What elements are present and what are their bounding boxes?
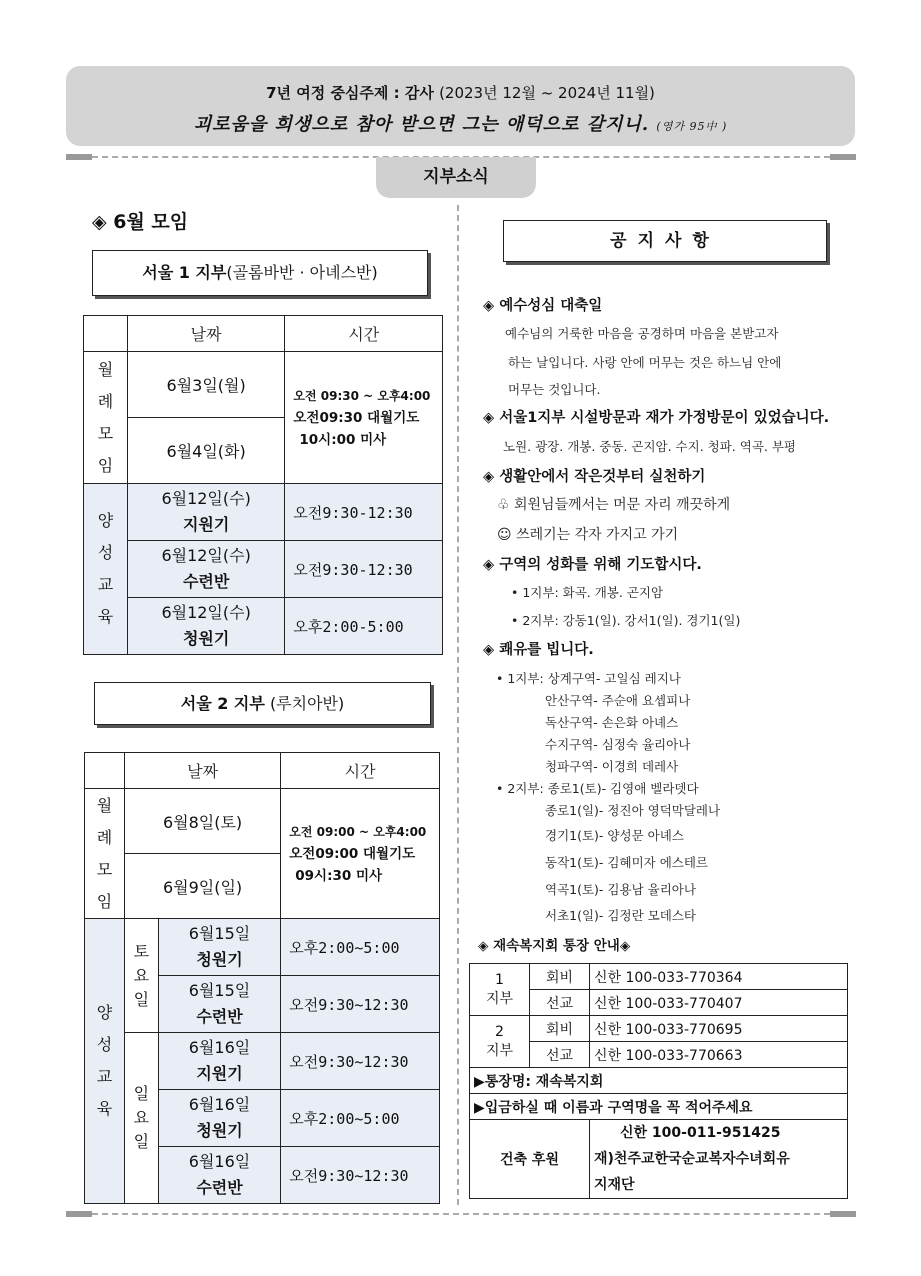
recovery-line: 역곡1(토)- 김용남 율리아나 (545, 882, 696, 897)
time-line: 09시:30 미사 (295, 867, 383, 884)
recovery-line: • 2지부: 종로1(토)- 김영애 벨라뎃다 (496, 781, 699, 796)
edu-class: 청원기 (196, 950, 243, 969)
col-date-header: 날짜 (127, 316, 285, 352)
account-type: 선교 (530, 1042, 590, 1068)
rule-cap-left (66, 154, 92, 160)
banner-theme (66, 82, 855, 103)
label-char: 일 (133, 1132, 150, 1151)
account-number: 신한 100-033-770663 (590, 1042, 848, 1068)
recovery-line: 동작1(토)- 김혜미자 에스테르 (545, 855, 708, 870)
formation-edu-label (84, 484, 128, 655)
account-info-title: ◈ 재속복지회 통장 안내◈ (478, 938, 631, 954)
edu-time: 오전9:30~12:30 (281, 1033, 440, 1090)
label-char: 임 (97, 455, 114, 475)
edu-date-cell (158, 919, 280, 976)
monthly-meeting-label (84, 352, 128, 484)
notice-line: • 1지부: 화곡. 개봉. 곤지암 (511, 585, 664, 600)
notice-line: • 2지부: 강동1(일). 강서1(일). 경기1(일) (511, 613, 741, 628)
notice-prayer-title: ◈ 구역의 성화를 위해 기도합시다. (483, 557, 702, 573)
account-holder: ▶통장명: 재속복지회 (470, 1068, 848, 1094)
account-number: 신한 100-033-770695 (590, 1016, 848, 1042)
saturday-label (124, 919, 158, 1033)
account-number: 신한 100-033-770407 (590, 990, 848, 1016)
account-number: 신한 100-033-770364 (590, 964, 848, 990)
time-line: 오전09:00 대월기도 (289, 845, 416, 862)
label-char: 일 (133, 989, 150, 1009)
monthly-meeting-label (85, 789, 125, 919)
label-char: 모 (97, 423, 114, 443)
verse-text: 괴로움을 희생으로 참아 받으면 그는 애덕으로 갈지니. (193, 114, 650, 135)
col-time-header: 시간 (285, 316, 443, 352)
recovery-line: 수지구역- 심정숙 율리아나 (545, 737, 691, 752)
edu-date-cell (127, 598, 285, 655)
label-char: 례 (97, 391, 114, 411)
account-type: 회비 (530, 964, 590, 990)
seoul1-classes: (골롬바반 · 아녜스반) (226, 263, 378, 282)
edu-time: 오후2:00-5:00 (285, 598, 443, 655)
notice-line: 머무는 것입니다. (508, 382, 601, 397)
theme-title: 7년 여정 중심주제 : 감사 (266, 84, 434, 102)
edu-date-cell (158, 1147, 280, 1204)
edu-date: 6월15일 (188, 981, 251, 1000)
monthly-date: 6월4일(화) (127, 418, 285, 484)
recovery-line: 청파구역- 이경희 데레사 (545, 759, 679, 774)
verse-source: (영가 95中 ) (656, 120, 728, 133)
time-line: 오전 09:30 ~ 오후4:00 (293, 388, 431, 403)
deposit-note: ▶입금하실 때 이름과 구역명을 꼭 적어주세요 (470, 1094, 848, 1120)
label-char: 임 (96, 891, 113, 911)
seoul2-branch-box (94, 682, 431, 725)
seoul1-name: 서울 1 지부 (142, 263, 227, 282)
corner-cell (85, 753, 125, 789)
notice-practice-title: ◈ 생활안에서 작은것부터 실천하기 (483, 469, 706, 485)
monthly-time (285, 352, 443, 484)
building-line: 신한 100-011-951425 (620, 1125, 781, 1141)
branch1-cell (470, 964, 530, 1016)
edu-date-cell (158, 976, 280, 1033)
recovery-line: 종로1(일)- 정진아 영덕막달레나 (545, 803, 721, 818)
seoul1-schedule-table (83, 315, 443, 655)
edu-date: 6월16일 (188, 1152, 251, 1171)
account-type: 회비 (530, 1016, 590, 1042)
june-meeting-title: ◈ 6월 모임 (92, 211, 189, 233)
edu-date: 6월12일(수) (161, 546, 251, 565)
label-char: 월 (97, 359, 114, 379)
label-char: 교 (96, 1067, 113, 1086)
formation-edu-label (85, 919, 125, 1204)
col-date-header: 날짜 (124, 753, 280, 789)
sunday-label (124, 1033, 158, 1204)
section-tab: 지부소식 (376, 157, 536, 198)
label-char: 요 (133, 965, 150, 985)
label-char: 교 (97, 575, 114, 594)
edu-time: 오전9:30-12:30 (285, 484, 443, 541)
edu-date-cell (127, 484, 285, 541)
recovery-line: • 1지부: 상계구역- 고일심 레지나 (496, 671, 681, 686)
edu-class: 수련반 (196, 1178, 243, 1197)
seoul1-branch-box (92, 250, 428, 296)
notice-visit-title: ◈ 서울1지부 시설방문과 재가 가정방문이 있었습니다. (483, 410, 830, 426)
notice-line: 노원. 광장. 개봉. 중동. 곤지암. 수지. 청파. 역곡. 부평 (503, 439, 797, 454)
label-char: 양 (97, 511, 114, 530)
edu-class: 청원기 (196, 1121, 243, 1140)
edu-date-cell (158, 1033, 280, 1090)
rule-cap-right (830, 1211, 856, 1217)
time-line: 10시:00 미사 (299, 431, 387, 448)
rule-cap-right (830, 154, 856, 160)
label-char: 양 (96, 1003, 113, 1022)
branch-label: 지부 (485, 990, 514, 1007)
label-char: 토 (133, 941, 150, 961)
label-char: 모 (96, 859, 113, 879)
corner-cell (84, 316, 128, 352)
notice-line: 예수님의 거룩한 마음을 공경하며 마음을 본받고자 (505, 326, 779, 341)
seoul2-schedule-table (84, 752, 440, 1204)
time-line: 오전 09:00 ~ 오후4:00 (289, 824, 427, 839)
bottom-divider (92, 1213, 830, 1215)
edu-class: 지원기 (196, 1064, 243, 1083)
notice-line: ☺ 쓰레기는 각자 가지고 가기 (497, 527, 679, 543)
edu-time: 오전9:30~12:30 (281, 976, 440, 1033)
notice-line: ♧ 회원님들께서는 머문 자리 깨끗하게 (497, 497, 731, 513)
account-type: 선교 (530, 990, 590, 1016)
edu-date-cell (127, 541, 285, 598)
column-divider (457, 205, 459, 1205)
col-time-header: 시간 (281, 753, 440, 789)
label-char: 요 (133, 1108, 150, 1127)
recovery-line: 독산구역- 손은화 아녜스 (545, 715, 679, 730)
edu-time: 오전9:30~12:30 (281, 1147, 440, 1204)
notice-line: 하는 날입니다. 사랑 안에 머무는 것은 하느님 안에 (508, 355, 782, 370)
notice-recovery-title: ◈ 쾌유를 빕니다. (483, 642, 594, 658)
edu-time: 오후2:00~5:00 (281, 919, 440, 976)
label-char: 성 (96, 1035, 113, 1054)
notice-title-box: 공지사항 (503, 220, 827, 262)
building-line: 지재단 (594, 1177, 635, 1193)
label-char: 육 (97, 607, 114, 626)
edu-date: 6월16일 (188, 1095, 251, 1114)
notice-sacred-heart-title: ◈ 예수성심 대축일 (483, 298, 603, 314)
edu-class: 지원기 (182, 515, 230, 534)
monthly-time (281, 789, 440, 919)
edu-date: 6월12일(수) (161, 489, 251, 508)
branch-num: 2 (495, 1023, 504, 1040)
edu-date: 6월12일(수) (161, 603, 251, 622)
account-table (469, 963, 848, 1199)
banner-verse (66, 110, 855, 136)
edu-date: 6월16일 (188, 1038, 251, 1057)
label-char: 일 (133, 1084, 150, 1103)
label-char: 성 (97, 543, 114, 562)
recovery-line: 안산구역- 주순애 요셉피나 (545, 693, 691, 708)
label-char: 육 (96, 1099, 113, 1118)
recovery-line: 경기1(토)- 양성문 아녜스 (545, 828, 684, 843)
edu-date-cell (158, 1090, 280, 1147)
building-line: 재)천주교한국순교복자수녀회유 (594, 1151, 790, 1167)
monthly-date: 6월3일(월) (127, 352, 285, 418)
monthly-date: 6월9일(일) (124, 854, 280, 919)
monthly-date: 6월8일(토) (124, 789, 280, 854)
header-banner (66, 66, 855, 146)
edu-time: 오전9:30-12:30 (285, 541, 443, 598)
seoul2-name: 서울 2 지부 (180, 694, 265, 713)
recovery-line: 서초1(일)- 김정란 모데스타 (545, 908, 696, 923)
theme-range: (2023년 12월 ~ 2024년 11월) (439, 84, 655, 102)
edu-class: 청원기 (182, 629, 230, 648)
branch-label: 지부 (485, 1042, 514, 1059)
edu-class: 수련반 (196, 1007, 243, 1026)
edu-date: 6월15일 (188, 924, 251, 943)
label-char: 월 (96, 795, 113, 815)
seoul2-classes: (루치아반) (269, 694, 345, 713)
edu-class: 수련반 (182, 572, 230, 591)
building-support-account (590, 1120, 848, 1199)
edu-time: 오후2:00~5:00 (281, 1090, 440, 1147)
time-line: 오전09:30 대월기도 (293, 409, 420, 426)
label-char: 례 (96, 827, 113, 847)
rule-cap-left (66, 1211, 92, 1217)
branch-num: 1 (495, 971, 504, 988)
building-support-label: 건축 후원 (470, 1120, 590, 1199)
branch2-cell (470, 1016, 530, 1068)
